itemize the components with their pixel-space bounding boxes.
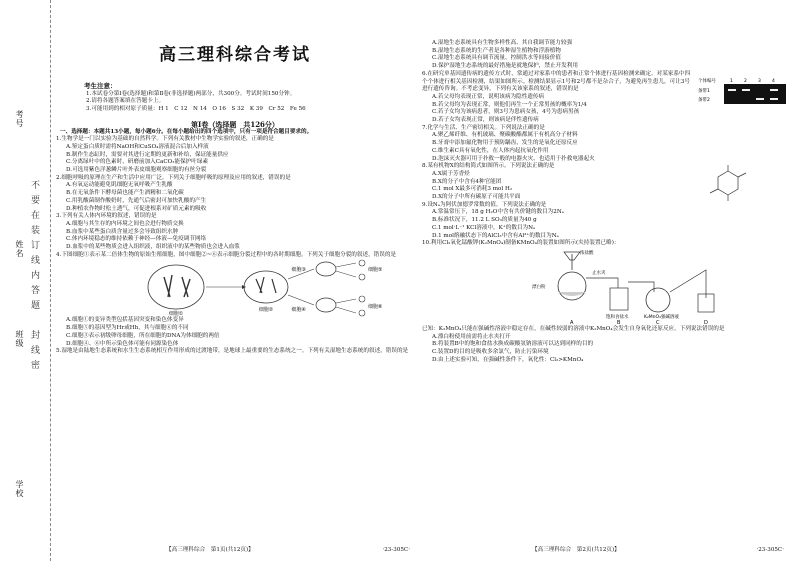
- option: C.1 mol X最多可消耗3 mol H₂: [432, 186, 513, 193]
- option: D.种植农作物时松土透气，可促进根系对矿质元素的吸收: [66, 205, 207, 212]
- label-brine: 饱和食盐水: [606, 314, 629, 320]
- label-cell-1: 细胞①: [168, 311, 184, 318]
- question-stem: 1.生物学是一门以实验为基础的自然科学。下列有关教材中生物学实验的叙述，正确的是: [56, 136, 274, 143]
- option: D.细胞④、⑥中所示染色体可能有同源染色体: [66, 340, 179, 347]
- gel-band: [728, 89, 736, 91]
- option: A.细胞与其生存的内环境之间也会进行物质交换: [66, 220, 184, 227]
- question-2: [56, 175, 414, 214]
- footer-code: ·23-305C·: [756, 547, 784, 553]
- secondary-arrows: [336, 263, 356, 313]
- option: B.将装置B中的饱和食盐水换成碳酸氢钠溶液可以达到同样的目的: [432, 341, 594, 348]
- label-k2mno4: K₂MnO₄强碱溶液: [644, 314, 679, 320]
- option: C.湿地生态系统具有调节流量、控制洪水等间接价值: [432, 55, 561, 62]
- question-4: [56, 252, 414, 349]
- substituent-bonds: [710, 165, 746, 201]
- exam-title: 高三理科综合考试: [159, 45, 311, 65]
- label-cell-4: 细胞④: [291, 307, 306, 314]
- option: D.保护湿地生态系统的最好措施是就地保护，禁止开发利用: [432, 63, 578, 70]
- option: C.体内环境稳态的维持依赖于神经—体液—免疫调节网络: [66, 236, 207, 243]
- option: C.若子女均为该病患者，则3号为患病女孩，4号为患病男孩: [432, 109, 580, 116]
- cell-2-shape: [244, 271, 288, 303]
- option: D.泡沫灭火器可用于扑救一般的电器火灾、也适用于扑救电器起火: [432, 155, 595, 162]
- footer-code: ·23-305C·: [382, 547, 410, 553]
- gel-band: [756, 98, 764, 100]
- gel-row: 条带1: [698, 88, 710, 94]
- binding-strip: [0, 0, 51, 561]
- section-title: 第Ⅰ卷（选择题 共126分）: [191, 119, 279, 129]
- gel-header: 个体编号: [698, 78, 716, 84]
- cell-6b-shape: [359, 310, 365, 316]
- school-label: 学校: [15, 480, 24, 498]
- notice-list: [86, 91, 414, 114]
- option: C.装置D的目的是吸收多余氯气，防止污染环境: [432, 349, 549, 356]
- bottle-b: [610, 288, 628, 310]
- question-stem: 3.下列有关人体内环境的叙述，错误的是: [56, 213, 157, 220]
- question-stem: 8.某有机物X的结构简式如图所示。下列说法正确的是: [422, 163, 555, 170]
- option: C.分离绿叶中的色素时，研磨前加入CaCO₃能保护叶绿素: [66, 159, 209, 166]
- option: A.湿地生态系统具有生物多样性高、其自我调节能力较强: [432, 40, 573, 46]
- question-stem: 5.湿地是由陆地生态系统和水生生态系统相互作用形成的过渡地带，是地球上最重要的生态系统之一。下列有关湿地生态系统的叙述，错误的是: [56, 348, 409, 355]
- cell-5-shape: [359, 260, 365, 266]
- notice-item: 2.请将各题答案填在答题卡上。: [86, 98, 165, 105]
- gel-col: 3: [758, 78, 761, 84]
- cell-1-chromosomes: [164, 275, 190, 297]
- option: B.若父母均为表现正常，则他们再生一个正常男孩的概率为1/4: [432, 101, 587, 108]
- gel-band: [770, 98, 778, 100]
- question-3: [56, 213, 414, 252]
- option: B.标准状况下，11.2 L SO₃的质量为40 g: [432, 217, 537, 224]
- name-label: 姓名: [15, 240, 24, 258]
- label-cell-2: 细胞②: [258, 307, 274, 314]
- question-10: [422, 240, 788, 364]
- option: B.X的分子中含有4种官能团: [432, 178, 502, 185]
- seal-line-text-2: 封线密: [29, 330, 39, 375]
- seal-line-text: 不要在装订线内答题: [29, 180, 39, 315]
- option: A.若父母均表现正常，说明该病为隐性遗传病: [432, 93, 545, 100]
- label-clamp: 止水夹: [592, 270, 606, 276]
- gel-row: 条带2: [698, 97, 710, 103]
- label-bleach: 漂白粉: [532, 284, 546, 290]
- option: C.维生素C具有氧化性，在人体内起抗氧化作用: [432, 147, 549, 154]
- footer-page-label: 【高三理科综合 第1页(共12页)】: [166, 547, 254, 553]
- option: C.1 mol·L⁻¹ KCl溶液中，K⁺的数目为Nₐ: [432, 224, 536, 231]
- class-label: 班级: [15, 330, 24, 348]
- notice-heading: 考生注意：: [84, 82, 117, 90]
- footer-page-label: 【高三理科综合 第2页(共12页)】: [532, 547, 620, 553]
- page-2: [422, 0, 788, 561]
- question-9: [422, 202, 788, 241]
- gel-band: [770, 89, 778, 91]
- apparatus-figure: [422, 248, 788, 326]
- option: B.湿地生态系统的生产者是各种湿生植物和浮游植物: [432, 47, 561, 54]
- tube-a-b: [586, 278, 618, 288]
- flask-a-contents: [558, 292, 586, 296]
- question-stem: 10.利用Cl₂氧化锰酸钾(K₂MnO₄)制备KMnO₄的装置如图所示(夹持装置已略)：: [422, 240, 620, 247]
- option: C.细胞③表示初级卵母细胞，所在细胞的DNA为体细胞的两倍: [66, 332, 220, 339]
- option: D.1 mol熔融状态下的AlCl₃中含有Al³⁺的数目为Nₐ: [432, 232, 559, 239]
- notice-item: 1.本试卷分第Ⅰ卷(选择题)和第Ⅱ卷(非选择题)两部分，共300分。考试时间150分钟。: [86, 90, 296, 97]
- gel-background: [724, 84, 786, 104]
- structure-figure: [698, 163, 758, 203]
- cell-6-shape: [359, 296, 365, 302]
- question-1: [56, 136, 414, 175]
- label-a: A: [570, 319, 574, 326]
- question-7: [422, 125, 788, 164]
- label-b: B: [617, 319, 621, 326]
- cell-division-figure: [56, 259, 414, 317]
- page-1: [56, 0, 414, 561]
- question-6: [422, 71, 788, 125]
- cell-1-shape: [148, 265, 204, 309]
- option: A.细胞①的变异类型包括基因突变和染色体变异: [66, 317, 184, 324]
- option: D.由上述实验可知，在强碱性条件下，氧化性：Cl₂>KMnO₄: [432, 356, 584, 363]
- label-cell-3: 细胞③: [291, 267, 306, 274]
- option: A.鉴定蛋白质时需将NaOH和CuSO₄溶液混合后加入样液: [66, 143, 209, 150]
- option: B.血浆中某些蛋白质含量过多会导致组织水肿: [66, 228, 179, 235]
- apparatus-diagram: [422, 248, 788, 326]
- option: D.若子女均表现正常，则该病是伴性遗传病: [432, 117, 539, 124]
- option: A.有氧运动能避免肌细胞无氧呼吸产生乳酸: [66, 182, 173, 189]
- flask-c: [646, 288, 670, 312]
- option: B.细胞⑤的基因型为Hr或Hh，其与细胞⑥的不同: [66, 325, 189, 332]
- question-stem: 4.下图细胞①表示某二倍体生物的原始生殖细胞，图中细胞②~⑥表示细胞分裂过程中的各时期细胞。下列关于细胞分裂的叙述，错误的是: [56, 251, 397, 258]
- option: A.X属于芳香烃: [432, 170, 470, 177]
- cell-5b-shape: [359, 274, 365, 280]
- label-cell-5: 细胞⑤: [368, 267, 383, 274]
- option: B.牙膏中添加氟化物用于预防龋齿，发生的是氧化还原反应: [432, 140, 578, 147]
- branch-arrows: [288, 269, 314, 305]
- label-c: C: [656, 319, 660, 326]
- gel-col: 2: [744, 78, 747, 84]
- gel-figure: [698, 75, 788, 105]
- question-5: [56, 348, 414, 356]
- gel-band: [742, 89, 750, 91]
- notice-item: 3.可能用到的相对原子质量：H 1 C 12 N 14 O 16 S 32 K 39 Cr 52 Fe 56: [86, 106, 306, 113]
- option: C.用乳酸菌制作酸奶时，先通气后密封可加快乳酸的产生: [66, 197, 207, 204]
- option: A.常温常压下，18 g H₂O中含有共价键的数目为2Nₐ: [432, 209, 564, 216]
- label-hcl: 浓盐酸: [580, 250, 594, 256]
- option: A.聚乙烯纤维、有机玻璃、聚碳酸酯都属于有机高分子材料: [432, 132, 578, 139]
- benzene-ring: [718, 171, 738, 195]
- cell-2-chromosomes: [256, 277, 276, 293]
- cell-3-shape: [316, 262, 336, 276]
- question-stem: 9.设Nₐ为阿伏加德罗常数的值。下列说法正确的是: [422, 201, 547, 208]
- label-cell-6: 细胞⑥: [368, 304, 383, 311]
- option: D.血浆中的某些物质会进入组织液，组织液中的某些物质也会进入血浆: [66, 244, 240, 251]
- question-stem: 7.化学与生活、生产密切相关。下列说法正确的是: [422, 124, 545, 131]
- option: B.制作生态缸时，需要对其进行定期的更新和补给，保证能量供应: [66, 151, 229, 158]
- option: D.可选用紫色洋葱鳞片叶外表皮细胞观察细胞的有丝分裂: [66, 167, 207, 174]
- cell-division-diagram: [56, 259, 414, 317]
- question-8: [422, 163, 788, 202]
- cell-4-shape: [316, 298, 336, 312]
- question-stem: 2.细胞呼吸的原理在生产和生活中应用广泛。下列关于细胞呼吸的原理及应用的叙述，错误的是: [56, 174, 291, 181]
- option: D.X的分子中所有碳原子可能共平面: [432, 194, 521, 201]
- question-note: 已知：K₂MnO₄只能在强碱性溶液中稳定存在，在碱性较弱的溶液中K₂MnO₄会发生自身氧化还原反应。下列说法错误的是: [422, 325, 725, 332]
- question-stem: 6.在研究单基因遗传病的遗传方式时，常通过对家系中的患者和正常个体进行基因检测来确定。对某家系中四个个体进行相关基因检测，结果如图所示。检测结果显示1号和2号都不是杂合子，为避免再生患儿，可让3号进行遗传咨询。不考虑变异，下列有关该家系的叙述，错误的是: [422, 70, 691, 93]
- option: A.漂白粉使用前需将止水夹打开: [432, 333, 511, 340]
- exam-number-label: 考号: [15, 110, 24, 128]
- question-5-options: [422, 40, 788, 71]
- label-d: D: [704, 319, 708, 326]
- gel-col: 1: [730, 78, 733, 84]
- gel-col: 4: [772, 78, 775, 84]
- section-instructions: 一、选择题：本题共13小题，每小题6分。在每小题给出的四个选项中，只有一项是符合题目要求的。: [60, 128, 313, 135]
- option: B.在无氧条件下酵母菌也能产生酒精和二氧化碳: [66, 190, 184, 197]
